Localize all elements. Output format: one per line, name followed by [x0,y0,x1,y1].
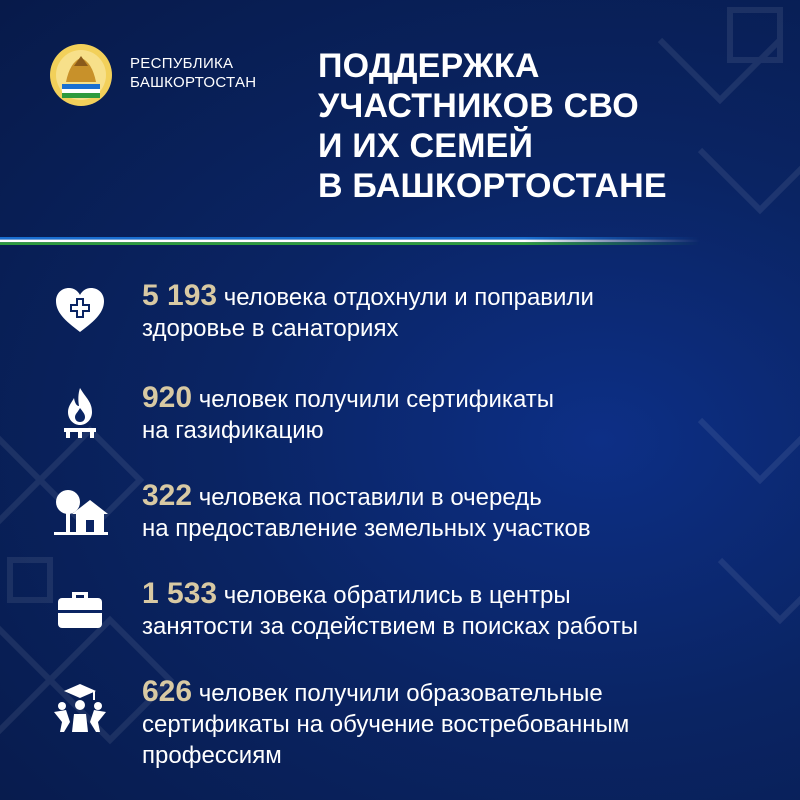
stat-text [142,578,782,642]
stat-line-1 [142,280,782,313]
bashkortostan-emblem [48,42,114,108]
heart-medical-icon [50,280,110,340]
stat-number: 322 [142,479,193,512]
stat-number: 5 193 [142,279,218,312]
stat-number: 1 533 [142,577,218,610]
stat-text [142,676,782,771]
region-name [130,54,256,92]
stat-line-2: на газификацию [142,417,324,444]
stat-description: человека обратились в центры [217,582,571,609]
stat-line-1 [142,578,782,611]
stat-description: человека поставили в очередь [192,484,542,511]
education-people-icon [50,676,110,736]
gas-flame-icon [50,382,110,442]
stat-description: человек получили образовательные [192,680,603,707]
stat-description: человек получили сертификаты [192,386,555,413]
title-line-1: ПОДДЕРЖКА [318,47,540,85]
stat-line-2: здоровье в санаториях [142,315,399,342]
stat-line-2: на предоставление земельных участков [142,515,591,542]
title-line-4: В БАШКОРТОСТАНЕ [318,167,667,205]
stat-text [142,382,782,446]
title-line-2: УЧАСТНИКОВ СВО [318,87,639,125]
stat-line-3: профессиям [142,742,282,769]
stat-number: 920 [142,381,193,414]
title-line-3: И ИХ СЕМЕЙ [318,127,534,165]
stat-line-2: сертификаты на обучение востребованным [142,711,630,738]
page-title [318,46,778,206]
flag-divider [0,237,700,245]
briefcase-icon [50,578,110,638]
stat-line-1 [142,480,782,513]
stat-description: человека отдохнули и поправили [217,284,594,311]
stat-line-1 [142,382,782,415]
stat-text [142,480,782,544]
stat-text [142,280,782,344]
stat-line-2: занятости за содействием в поисках работы [142,613,638,640]
stat-line-1 [142,676,782,709]
region-line-1: РЕСПУБЛИКА [130,55,234,72]
region-line-2: БАШКОРТОСТАН [130,74,257,91]
house-tree-icon [50,480,110,540]
stat-number: 626 [142,675,193,708]
